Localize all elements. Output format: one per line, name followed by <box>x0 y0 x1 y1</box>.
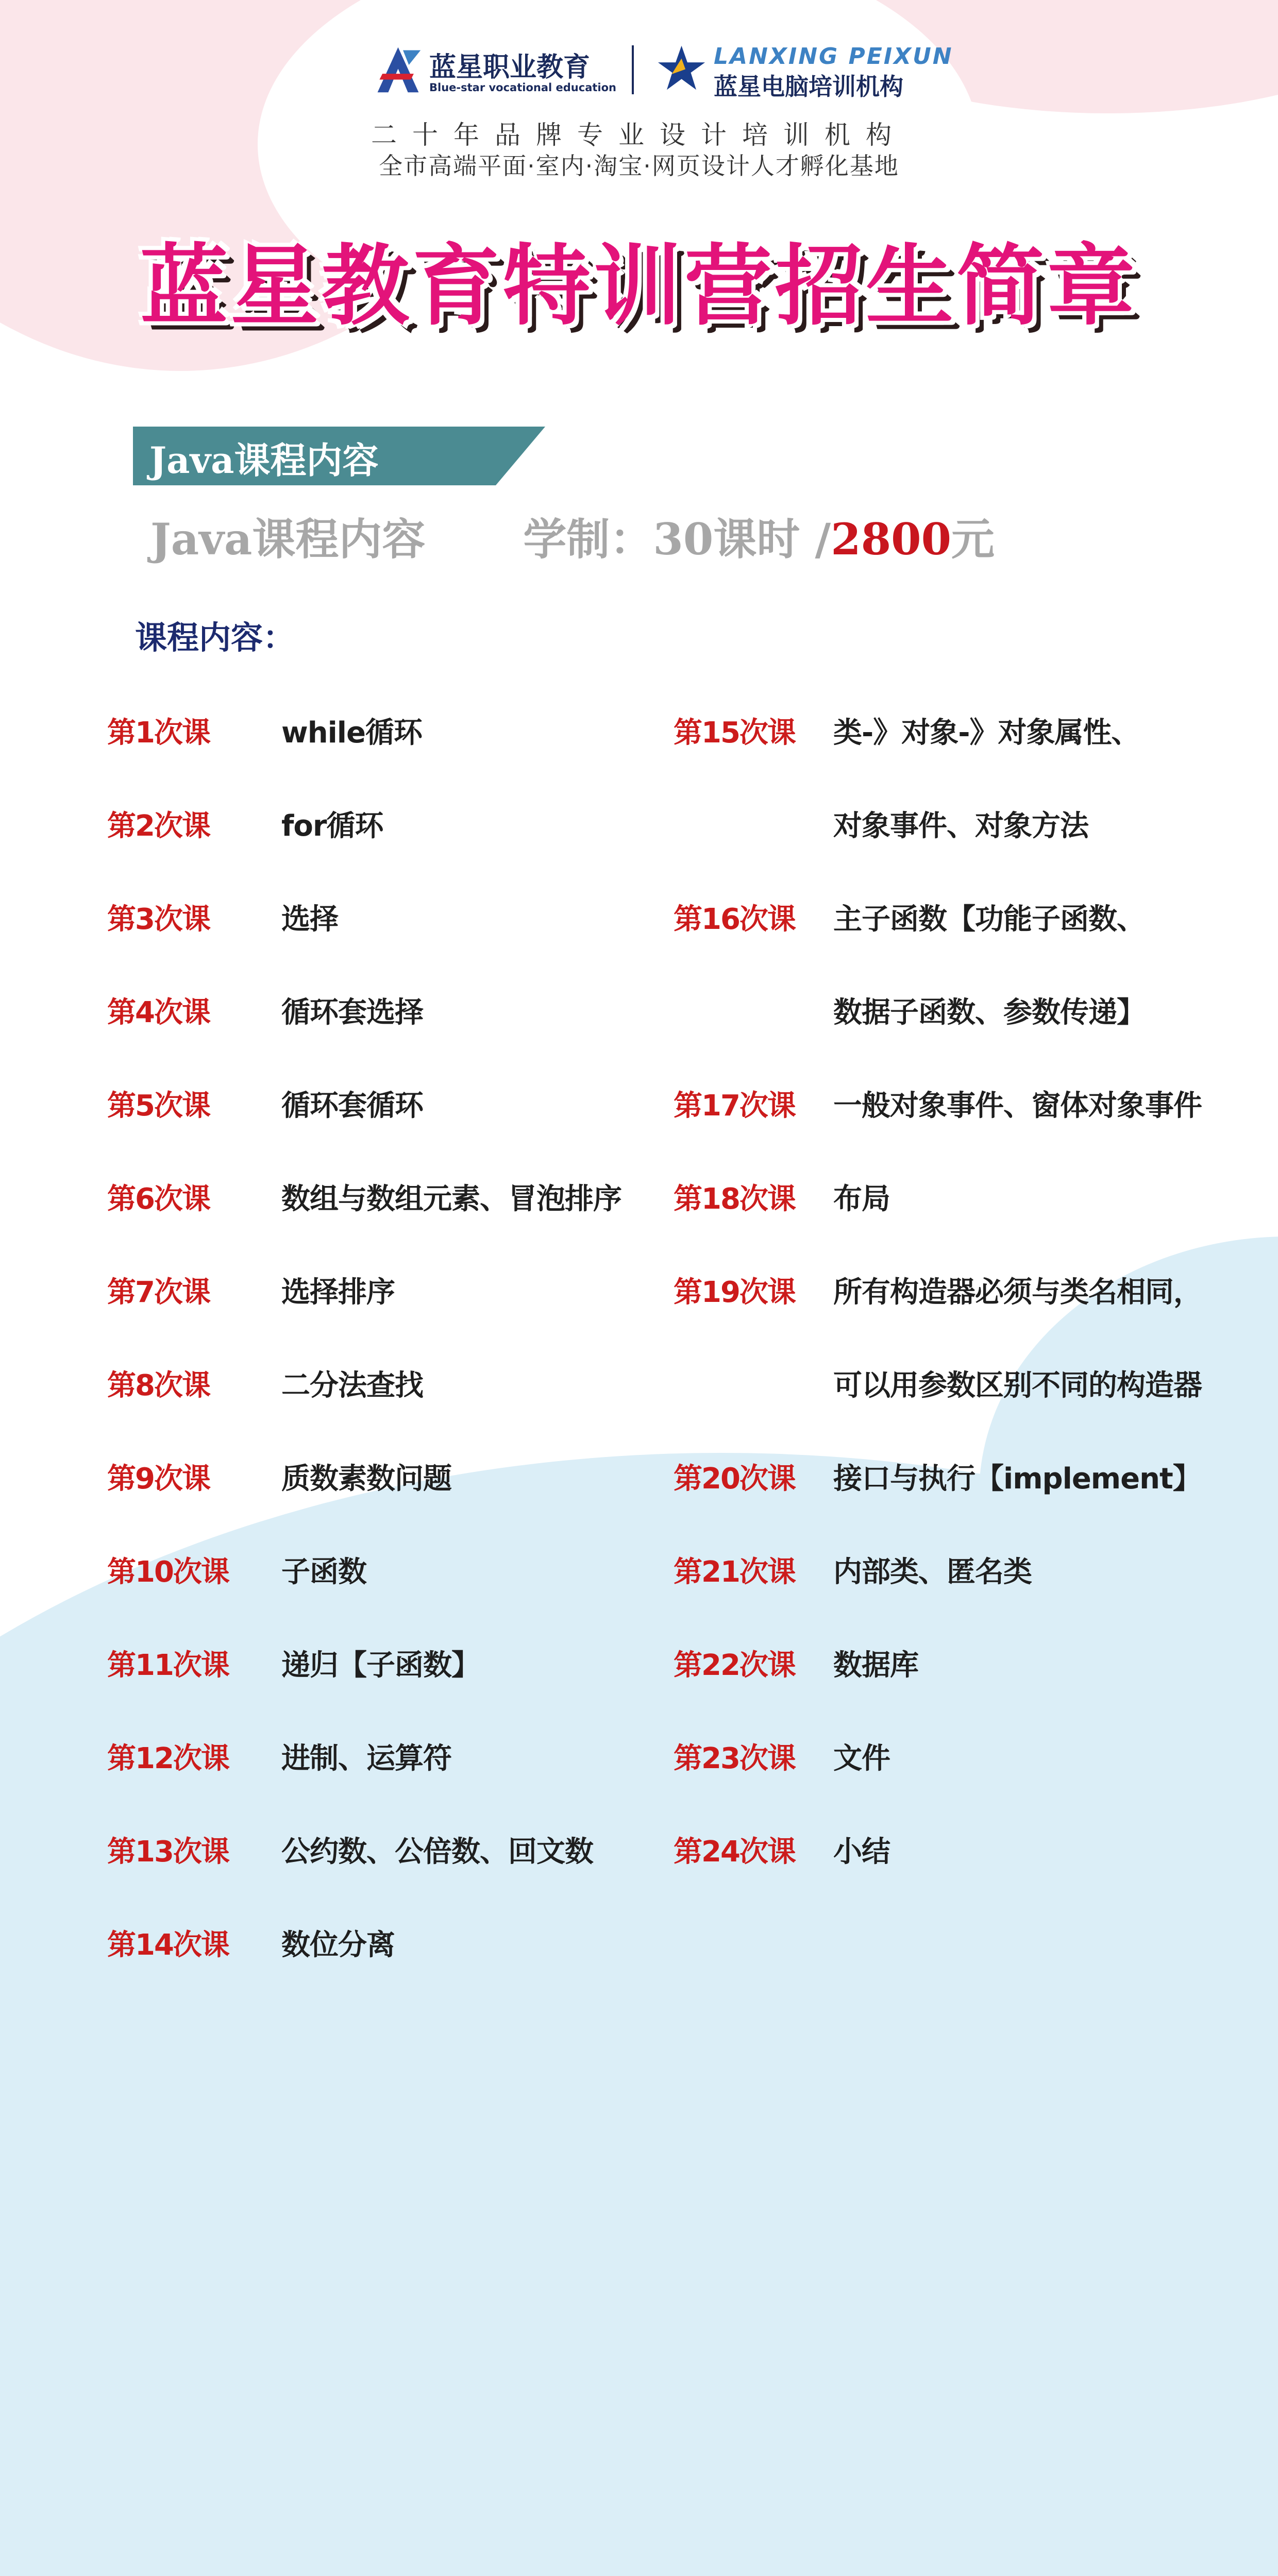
brand-secondary-cn: 蓝星电脑培训机构 <box>714 73 903 100</box>
lesson-topic: while循环 <box>281 716 422 750</box>
course-price: 2800 <box>831 514 952 565</box>
lesson-number: 第8次课 <box>107 1369 210 1402</box>
section-banner-label: Java课程内容 <box>149 439 379 482</box>
lesson-topic: 进制、运算符 <box>281 1742 451 1775</box>
course-duration: 学制：30课时 / <box>523 514 831 565</box>
lesson-number: 第3次课 <box>107 903 210 936</box>
lesson-topic: 公约数、公倍数、回文数 <box>281 1835 593 1869</box>
lesson-topic: 数组与数组元素、冒泡排序 <box>281 1182 621 1216</box>
list-item <box>0 1829 1278 1870</box>
lesson-number: 第2次课 <box>107 809 210 843</box>
lesson-number: 第17次课 <box>674 1089 795 1123</box>
tagline-primary: 二十年品牌专业设计培训机构 <box>371 120 907 150</box>
brand-logo-primary <box>374 41 631 98</box>
lesson-topic: 选择 <box>281 903 338 936</box>
lesson-number: 第22次课 <box>674 1649 795 1682</box>
list-item <box>0 1456 1278 1497</box>
lesson-topic: 对象事件、对象方法 <box>833 809 1088 843</box>
lesson-topic: 数据库 <box>833 1649 918 1682</box>
lesson-number: 第4次课 <box>107 996 210 1029</box>
lesson-number: 第11次课 <box>107 1649 229 1682</box>
list-item <box>0 803 1278 844</box>
list-item <box>0 710 1278 751</box>
lesson-number: 第20次课 <box>674 1462 795 1496</box>
lesson-topic: 二分法查找 <box>281 1369 423 1402</box>
lesson-topic: 文件 <box>833 1742 890 1775</box>
tagline-secondary: 全市高端平面·室内·淘宝·网页设计人才孵化基地 <box>379 152 899 180</box>
lesson-number: 第15次课 <box>674 716 795 750</box>
lesson-number: 第24次课 <box>674 1835 795 1869</box>
list-item <box>0 990 1278 1031</box>
lesson-topic: 递归【子函数】 <box>281 1649 480 1682</box>
lesson-topic: 循环套循环 <box>281 1089 423 1123</box>
lesson-topic: 接口与执行【implement】 <box>833 1462 1201 1496</box>
lesson-number: 第21次课 <box>674 1555 795 1589</box>
lesson-topic: for循环 <box>281 809 383 843</box>
lesson-number: 第18次课 <box>674 1182 795 1216</box>
blue-star-logo-icon <box>374 45 423 94</box>
star-logo-icon <box>657 44 706 93</box>
list-item <box>0 1363 1278 1404</box>
lesson-topic: 小结 <box>833 1835 890 1869</box>
lesson-topic: 数据子函数、参数传递】 <box>833 996 1145 1029</box>
course-summary <box>150 505 995 567</box>
lesson-number: 第12次课 <box>107 1742 229 1775</box>
list-item <box>0 1549 1278 1590</box>
lesson-topic: 类-》对象-》对象属性、 <box>833 716 1140 750</box>
lesson-topic: 循环套选择 <box>281 996 423 1029</box>
lesson-topic: 内部类、匿名类 <box>833 1555 1032 1589</box>
course-price-unit: 元 <box>951 514 995 565</box>
page-title: 蓝星教育特训营招生简章 <box>140 234 1138 337</box>
lesson-topic: 质数素数问题 <box>281 1462 451 1496</box>
course-name: Java课程内容 <box>150 514 426 565</box>
lesson-number: 第13次课 <box>107 1835 229 1869</box>
lesson-number: 第1次课 <box>107 716 210 750</box>
lesson-topic: 选择排序 <box>281 1276 395 1309</box>
lesson-topic: 可以用参数区别不同的构造器 <box>833 1369 1202 1402</box>
lesson-number: 第7次课 <box>107 1276 210 1309</box>
lesson-number: 第23次课 <box>674 1742 795 1775</box>
lesson-topic: 数位分离 <box>281 1928 395 1962</box>
list-item <box>0 1176 1278 1217</box>
list-item <box>0 1642 1278 1684</box>
lesson-topic: 布局 <box>833 1182 890 1216</box>
lesson-topic: 所有构造器必须与类名相同， <box>833 1276 1202 1309</box>
list-item <box>0 1922 1278 1963</box>
list-item <box>0 896 1278 938</box>
lesson-topic: 子函数 <box>281 1555 366 1589</box>
lesson-number: 第14次课 <box>107 1928 229 1962</box>
list-item <box>0 1083 1278 1124</box>
brand-name-cn: 蓝星职业教育 <box>429 52 591 83</box>
lesson-number: 第19次课 <box>674 1276 795 1309</box>
lesson-number: 第16次课 <box>674 903 795 936</box>
brand-name-en: Blue-star vocational education <box>429 81 616 94</box>
lesson-topic: 主子函数【功能子函数、 <box>833 903 1145 936</box>
lesson-number: 第10次课 <box>107 1555 229 1589</box>
list-item <box>0 1736 1278 1777</box>
content-heading: 课程内容： <box>135 619 295 656</box>
lesson-number: 第5次课 <box>107 1089 210 1123</box>
logo-divider <box>632 45 634 94</box>
list-item <box>0 1269 1278 1311</box>
brand-secondary-en: LANXING PEIXUN <box>714 43 953 70</box>
lesson-number: 第9次课 <box>107 1462 210 1496</box>
lesson-number: 第6次课 <box>107 1182 210 1216</box>
lesson-topic: 一般对象事件、窗体对象事件 <box>833 1089 1202 1123</box>
